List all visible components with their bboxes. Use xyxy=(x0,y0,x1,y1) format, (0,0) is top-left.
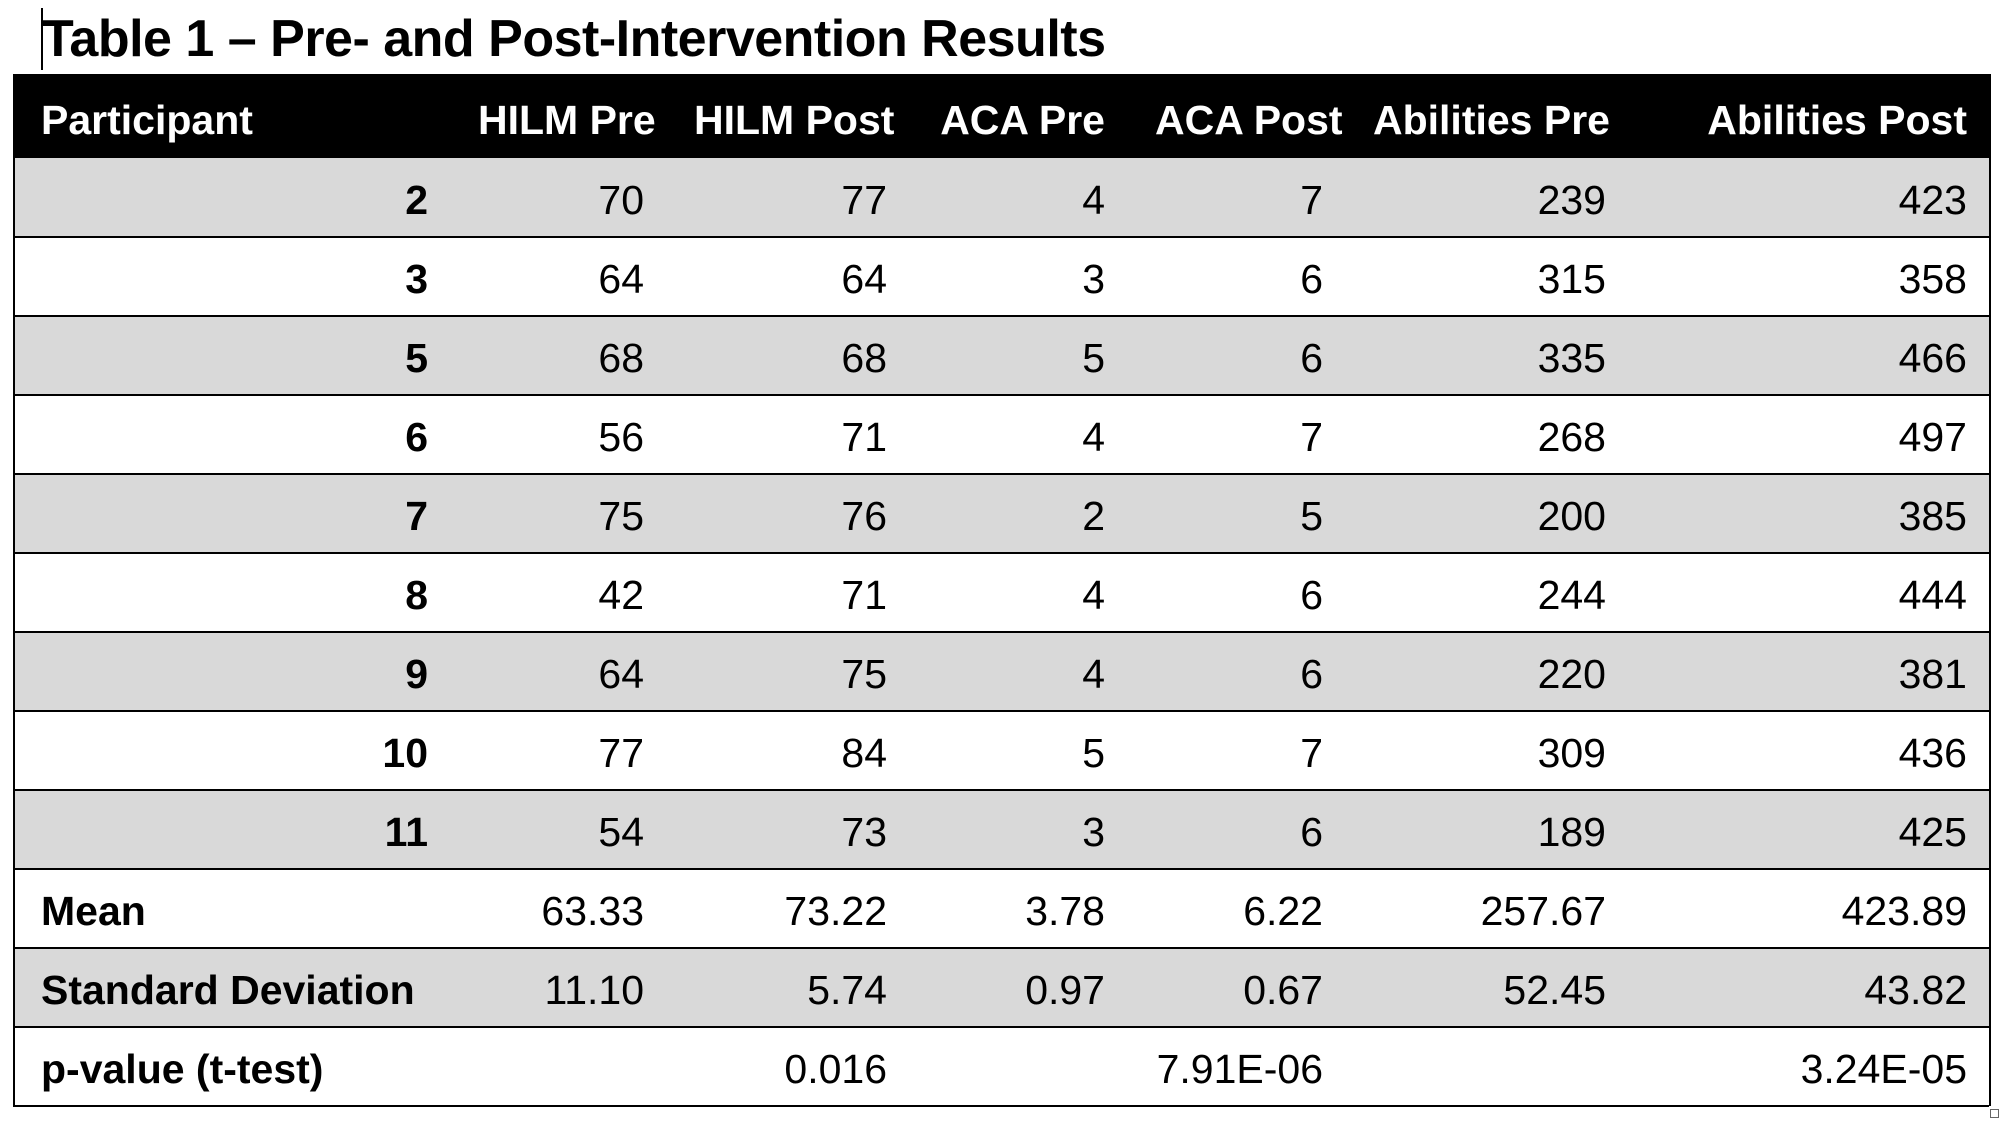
table-cell: 239 xyxy=(1537,177,1606,223)
table-cell: 358 xyxy=(1898,256,1967,302)
table-cell: 71 xyxy=(841,414,887,460)
table-cell: 6 xyxy=(1300,256,1323,302)
table-cell: 7 xyxy=(1300,414,1323,460)
table-cell: 42 xyxy=(598,572,644,618)
table-cell xyxy=(450,1027,666,1106)
table-row xyxy=(13,474,1989,553)
table-body xyxy=(13,158,1989,1106)
header-aca-pre: ACA Pre xyxy=(940,97,1105,143)
table-cell: 64 xyxy=(598,256,644,302)
summary-row-p-value xyxy=(13,1027,1989,1106)
participant-cell: 6 xyxy=(405,414,428,460)
table-cell: 6 xyxy=(1300,335,1323,381)
table-cell: 4 xyxy=(1082,177,1105,223)
table-cell: 200 xyxy=(1537,493,1606,539)
table-cell: 7.91E-06 xyxy=(1156,1046,1323,1092)
table-cell: 385 xyxy=(1898,493,1967,539)
table-cell: 64 xyxy=(598,651,644,697)
table-cell: 6 xyxy=(1300,572,1323,618)
table-cell: 56 xyxy=(598,414,644,460)
table-cell: 5 xyxy=(1300,493,1323,539)
table-cell: 444 xyxy=(1898,572,1967,618)
summary-row-mean xyxy=(13,869,1989,948)
table-cell: 76 xyxy=(841,493,887,539)
table-row xyxy=(13,158,1989,237)
table-cell: 4 xyxy=(1082,572,1105,618)
table-cell: 6 xyxy=(1300,809,1323,855)
table-cell: 75 xyxy=(841,651,887,697)
table-cell: 220 xyxy=(1537,651,1606,697)
header-abilities-post: Abilities Post xyxy=(1707,97,1967,143)
header-hilm-pre: HILM Pre xyxy=(478,97,656,143)
header-hilm-post: HILM Post xyxy=(694,97,895,143)
table-cell xyxy=(909,1027,1127,1106)
table-cell: 425 xyxy=(1898,809,1967,855)
table-row xyxy=(13,316,1989,395)
table-cell: 52.45 xyxy=(1503,967,1606,1013)
table-cell: 75 xyxy=(598,493,644,539)
header-abilities-pre: Abilities Pre xyxy=(1373,97,1610,143)
header-participant: Participant xyxy=(41,97,253,143)
table-row xyxy=(13,790,1989,869)
table-cell: 2 xyxy=(1082,493,1105,539)
table-row xyxy=(13,237,1989,316)
table-cell: 257.67 xyxy=(1480,888,1606,934)
table-row xyxy=(13,632,1989,711)
table-cell: 0.97 xyxy=(1025,967,1105,1013)
table-cell: 0.016 xyxy=(784,1046,887,1092)
table-cell: 3.78 xyxy=(1025,888,1105,934)
table-row xyxy=(13,553,1989,632)
table-row xyxy=(13,711,1989,790)
table-cell: 5.74 xyxy=(807,967,887,1013)
table-cell: 7 xyxy=(1300,177,1323,223)
table-cell: 64 xyxy=(841,256,887,302)
summary-label: Mean xyxy=(41,888,146,934)
table-cell: 4 xyxy=(1082,651,1105,697)
table-cell: 466 xyxy=(1898,335,1967,381)
table-cell: 309 xyxy=(1537,730,1606,776)
table-cell: 43.82 xyxy=(1864,967,1967,1013)
table-title: Table 1 – Pre- and Post-Intervention Results xyxy=(42,10,1106,68)
table-cell: 6.22 xyxy=(1243,888,1323,934)
participant-cell: 7 xyxy=(405,493,428,539)
table-cell: 68 xyxy=(598,335,644,381)
table-cell: 189 xyxy=(1537,809,1606,855)
participant-cell: 9 xyxy=(405,651,428,697)
table-cell: 63.33 xyxy=(541,888,644,934)
table-cell: 77 xyxy=(598,730,644,776)
table-cell: 71 xyxy=(841,572,887,618)
participant-cell: 2 xyxy=(405,177,428,223)
table-cell: 268 xyxy=(1537,414,1606,460)
table-cell: 73 xyxy=(841,809,887,855)
table-cell: 0.67 xyxy=(1243,967,1323,1013)
participant-cell: 8 xyxy=(405,572,428,618)
table-cell: 68 xyxy=(841,335,887,381)
table-cell: 244 xyxy=(1537,572,1606,618)
summary-label: p-value (t-test) xyxy=(41,1046,324,1092)
table-cell: 54 xyxy=(598,809,644,855)
table-cell: 77 xyxy=(841,177,887,223)
table-cell: 84 xyxy=(841,730,887,776)
table-cell: 436 xyxy=(1898,730,1967,776)
table-cell: 73.22 xyxy=(784,888,887,934)
participant-cell: 10 xyxy=(382,730,428,776)
table-cell: 7 xyxy=(1300,730,1323,776)
table-cell: 3 xyxy=(1082,809,1105,855)
table-cell: 5 xyxy=(1082,335,1105,381)
table-cell: 3.24E-05 xyxy=(1800,1046,1967,1092)
table-header xyxy=(13,74,1989,158)
table-cell: 6 xyxy=(1300,651,1323,697)
table-cell: 497 xyxy=(1898,414,1967,460)
results-table xyxy=(13,74,1989,1107)
table-cell: 70 xyxy=(598,177,644,223)
participant-cell: 3 xyxy=(405,256,428,302)
participant-cell: 5 xyxy=(405,335,428,381)
table-cell: 335 xyxy=(1537,335,1606,381)
table-cell: 4 xyxy=(1082,414,1105,460)
summary-row-standard-deviation xyxy=(13,948,1989,1027)
table-cell: 423 xyxy=(1898,177,1967,223)
table-cell: 11.10 xyxy=(544,967,644,1013)
table-cell: 381 xyxy=(1898,651,1967,697)
participant-cell: 11 xyxy=(384,809,428,855)
summary-label: Standard Deviation xyxy=(41,967,415,1013)
table-row xyxy=(13,395,1989,474)
table-cell: 315 xyxy=(1537,256,1606,302)
table-cell: 3 xyxy=(1082,256,1105,302)
header-aca-post: ACA Post xyxy=(1155,97,1343,143)
table-resize-handle[interactable] xyxy=(1990,1109,1999,1118)
table-cell xyxy=(1345,1027,1628,1106)
table-cell: 423.89 xyxy=(1841,888,1967,934)
header-row xyxy=(13,74,1989,158)
table-cell: 5 xyxy=(1082,730,1105,776)
